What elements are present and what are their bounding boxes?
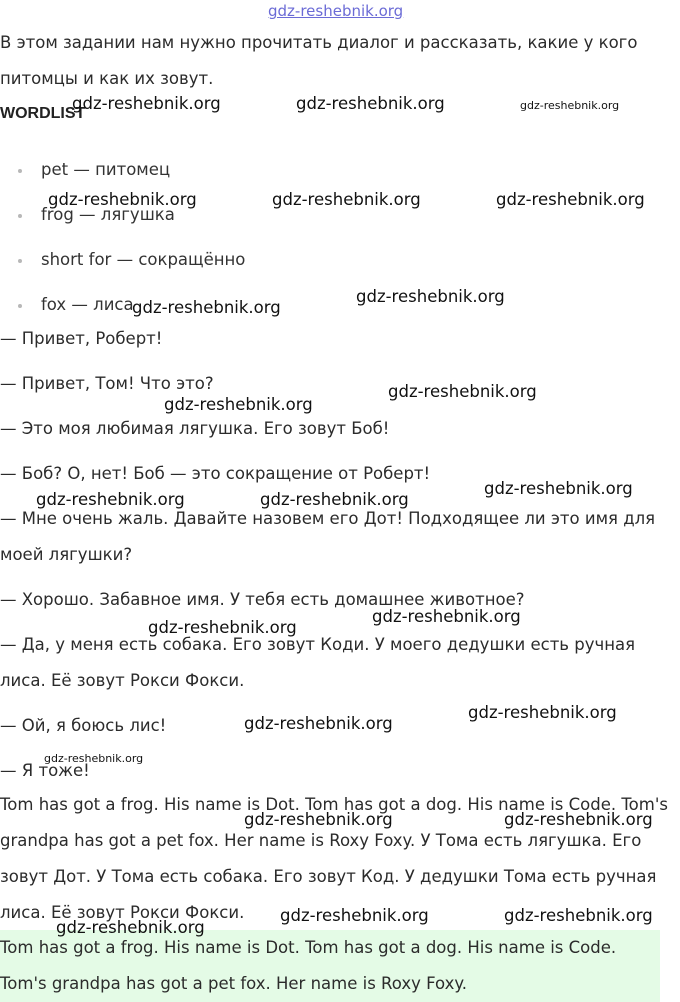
summary-text: Tom has got a frog. His name is Dot. Tom has got a dog. His name is Code. Tom's grandpa has got a pet fox. Her name is Roxy Foxy. У Тома есть лягушка. Его зовут Дот. У Тома есть собака. Его зовут Код. У дедушки Тома есть ручная лиса. Её зовут Рокси Фокси. (0, 795, 668, 922)
dialogue-line: — Привет, Роберт! (0, 329, 163, 348)
answer-box (0, 930, 660, 1002)
watermark: gdz-reshebnik.org (132, 298, 281, 317)
wordlist-item: frog — лягушка (41, 205, 175, 224)
watermark: gdz-reshebnik.org (504, 810, 653, 829)
watermark: gdz-reshebnik.org (44, 752, 144, 765)
wordlist-item: fox — лиса (41, 295, 134, 314)
watermark: gdz-reshebnik.org (72, 94, 221, 113)
site-link[interactable]: gdz-reshebnik.org (268, 2, 404, 20)
bullet-icon (18, 304, 22, 308)
watermark: gdz-reshebnik.org (244, 714, 393, 733)
answer-text: Tom has got a frog. His name is Dot. Tom has got a dog. His name is Code. Tom's grandpa has got a pet fox. Her name is Roxy Foxy. (0, 938, 617, 993)
watermark: gdz-reshebnik.org (56, 918, 205, 937)
wordlist-heading: WORDLIST (0, 105, 86, 122)
watermark: gdz-reshebnik.org (260, 490, 409, 509)
bullet-icon (18, 259, 22, 263)
watermark: gdz-reshebnik.org (272, 190, 421, 209)
dialogue-line: — Да, у меня есть собака. Его зовут Коди. У моего дедушки есть ручная лиса. Её зовут Рокси Фокси. (0, 635, 636, 690)
bullet-icon (18, 214, 22, 218)
watermark: gdz-reshebnik.org (356, 287, 505, 306)
watermark: gdz-reshebnik.org (468, 703, 617, 722)
dialogue-line: — Боб? О, нет! Боб — это сокращение от Роберт! (0, 464, 431, 483)
watermark: gdz-reshebnik.org (496, 190, 645, 209)
bullet-icon (18, 169, 22, 173)
dialogue-line: — Хорошо. Забавное имя. У тебя есть домашнее животное? (0, 590, 525, 609)
watermark: gdz-reshebnik.org (164, 395, 313, 414)
intro-text: В этом задании нам нужно прочитать диалог и рассказать, какие у кого питомцы и как их зовут. (0, 33, 638, 88)
watermark: gdz-reshebnik.org (372, 607, 521, 626)
dialogue-line: — Ой, я боюсь лис! (0, 716, 167, 735)
watermark: gdz-reshebnik.org (504, 906, 653, 925)
dialogue-line: — Мне очень жаль. Давайте назовем его Дот! Подходящее ли это имя для моей лягушки? (0, 509, 656, 564)
wordlist-item: pet — питомец (41, 160, 171, 179)
watermark: gdz-reshebnik.org (36, 490, 185, 509)
wordlist-item: short for — сокращённо (41, 250, 246, 269)
watermark: gdz-reshebnik.org (388, 382, 537, 401)
dialogue-line: — Это моя любимая лягушка. Его зовут Боб! (0, 419, 390, 438)
watermark: gdz-reshebnik.org (148, 618, 297, 637)
watermark: gdz-reshebnik.org (520, 99, 620, 112)
watermark: gdz-reshebnik.org (48, 190, 197, 209)
dialogue-line: — Привет, Том! Что это? (0, 374, 214, 393)
watermark: gdz-reshebnik.org (296, 94, 445, 113)
watermark: gdz-reshebnik.org (244, 810, 393, 829)
watermark: gdz-reshebnik.org (280, 906, 429, 925)
dialogue-line: — Я тоже! (0, 761, 90, 780)
watermark: gdz-reshebnik.org (484, 479, 633, 498)
